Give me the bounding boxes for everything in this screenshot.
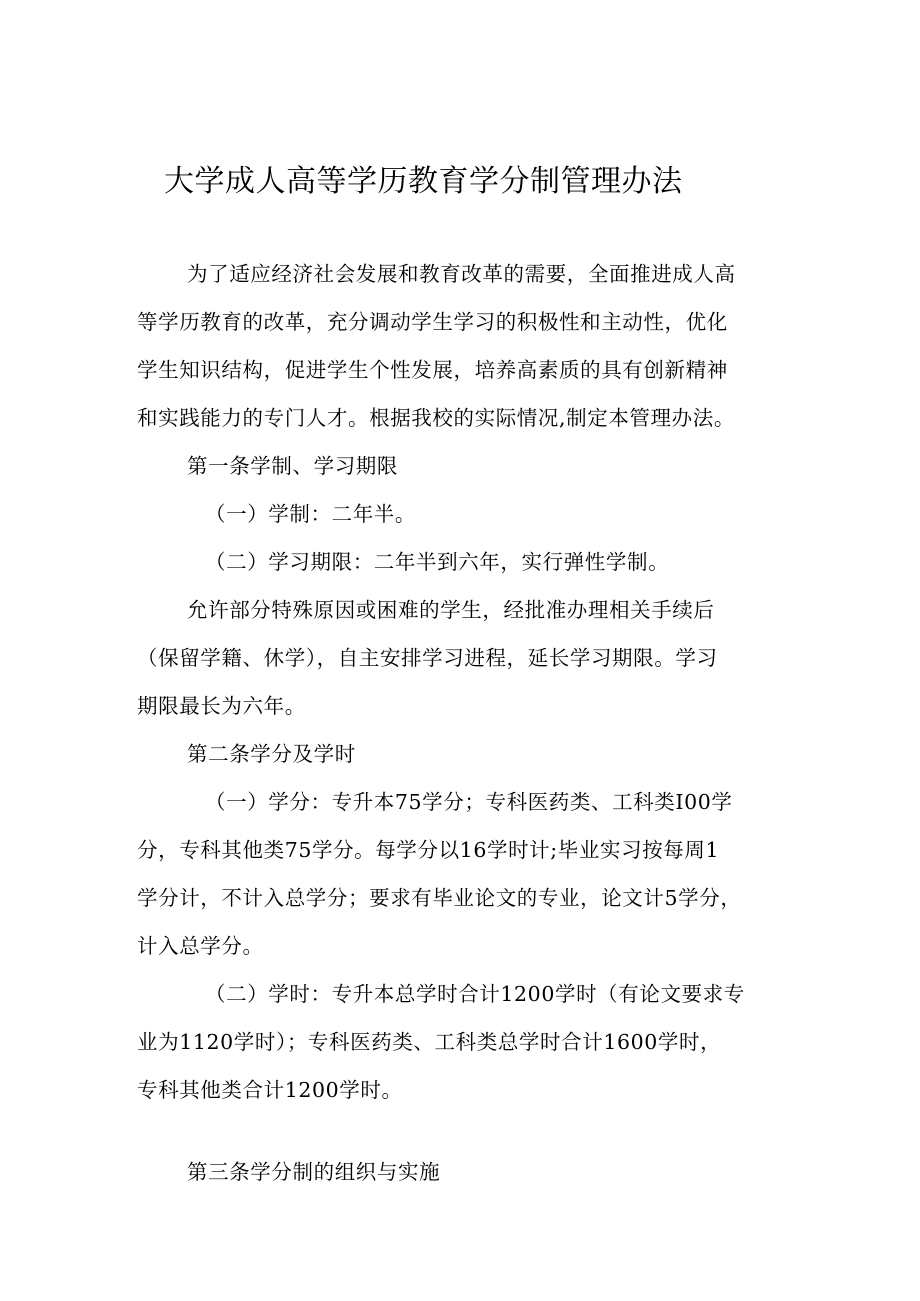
paragraph-line: 学生知识结构，促进学生个性发展，培养高素质的具有创新精神: [137, 358, 728, 382]
clause-line: （二）学习期限：二年半到六年，实行弹性学制。: [205, 550, 670, 574]
paragraph-line: 允许部分特殊原因或困难的学生，经批准办理相关手续后: [187, 598, 715, 622]
paragraph-line: 业为1120学时）；专科医药类、工科类总学时合计1600学时，: [137, 1030, 722, 1054]
paragraph-line: （保留学籍、休学），自主安排学习进程，延长学习期限。学习: [137, 646, 718, 670]
article-heading: 第二条学分及学时: [187, 742, 356, 766]
clause-line: （一）学分：专升本75学分；专科医药类、工科类I00学: [205, 790, 733, 814]
paragraph-line: 专科其他类合计1200学时。: [137, 1078, 403, 1102]
clause-line: （二）学时：专升本总学时合计1200学时（有论文要求专: [205, 982, 745, 1006]
clause-line: （一）学制：二年半。: [205, 502, 416, 526]
paragraph-line: 分，专科其他类75学分。每学分以16学时计;毕业实习按每周1: [137, 838, 720, 862]
article-heading: 第三条学分制的组织与实施: [187, 1160, 441, 1184]
paragraph-line: 计入总学分。: [137, 934, 264, 958]
article-heading: 第一条学制、学习期限: [187, 454, 398, 478]
document-body: [137, 250, 805, 1114]
paragraph-line: 等学历教育的改革，充分调动学生学习的积极性和主动性，优化: [137, 310, 728, 334]
paragraph-line: 期限最长为六年。: [137, 694, 306, 718]
document-title: 大学成人高等学历教育学分制管理办法: [164, 164, 683, 199]
paragraph-line: 为了适应经济社会发展和教育改革的需要，全面推进成人高: [187, 262, 736, 286]
paragraph-line: 和实践能力的专门人才。根据我校的实际情况,制定本管理办法。: [137, 406, 735, 430]
paragraph-line: 学分计，不计入总学分；要求有毕业论文的专业，论文计5学分，: [137, 886, 742, 910]
